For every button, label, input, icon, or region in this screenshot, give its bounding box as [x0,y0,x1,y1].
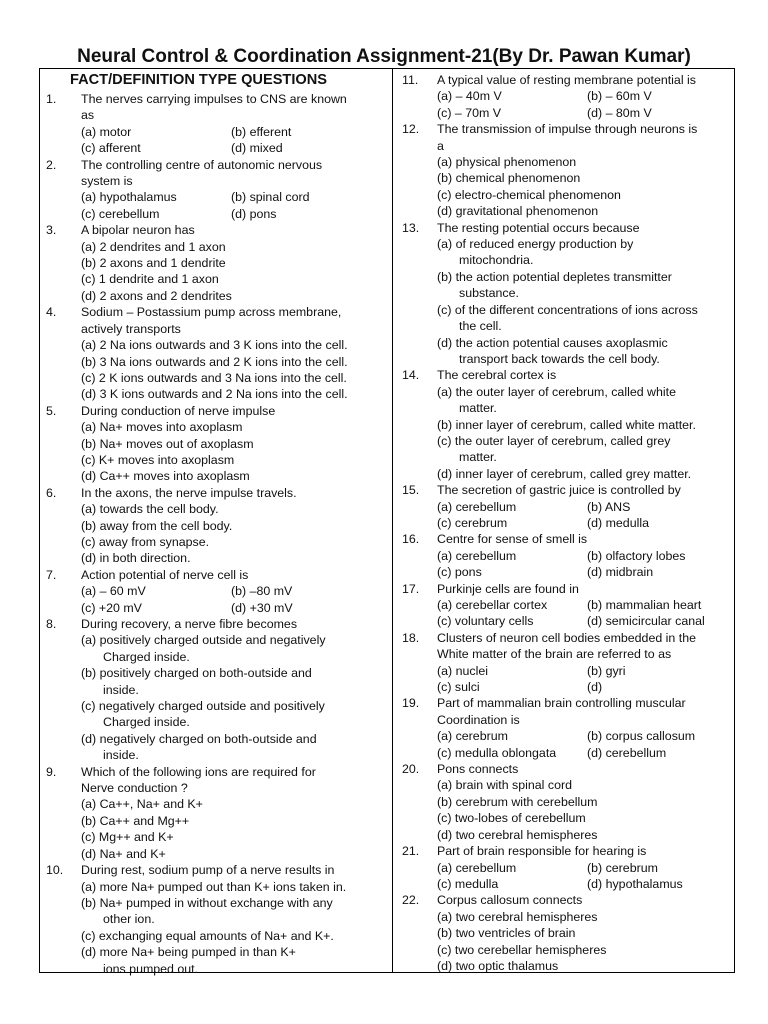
option-pair [437,613,728,629]
option-pair [437,515,728,531]
question-number: 22. [402,893,420,908]
question-number: 13. [402,220,420,235]
option-text: (a) of reduced energy production by [437,237,634,252]
option-text: (a) two cerebral hemispheres [437,909,598,924]
option-text: (b) olfactory lobes [587,548,686,563]
option-text: Charged inside. [103,715,190,730]
option-pair [437,745,728,761]
question-text: The nerves carrying impulses to CNS are known [81,92,347,106]
option-text: Coordination is [437,712,520,727]
option-text: (c) K+ moves into axoplasm [81,452,235,467]
option-pair [437,564,728,580]
option-text: (c) voluntary cells [437,614,534,629]
option-text: inside. [103,748,139,763]
question-item [46,567,392,616]
option-text: (d) 2 axons and 2 dendrites [81,288,232,303]
option-text: (b) Na+ moves out of axoplasm [81,436,254,451]
option-text: (c) afferent [81,141,141,156]
question-number: 6. [46,485,57,500]
option-text: (a) physical phenomenon [437,155,577,170]
question-text: Part of brain responsible for hearing is [437,844,647,859]
option-text: (a) 2 dendrites and 1 axon [81,239,226,254]
page-title: Neural Control & Coordination Assignment-21(By Dr. Pawan Kumar) [77,46,691,67]
option-text: (b) –80 mV [231,584,293,599]
question-number: 11. [402,73,419,87]
option-pair [437,860,728,876]
question-item [46,304,392,402]
question-number: 20. [402,762,420,777]
option-text: substance. [459,286,519,301]
option-text: (d) two cerebral hemispheres [437,827,598,842]
option-text: (b) 2 axons and 1 dendrite [81,256,226,271]
option-text: (c) 1 dendrite and 1 axon [81,272,219,287]
question-number: 18. [402,630,420,645]
option-text: (a) – 60 mV [81,584,146,599]
question-text: The secretion of gastric juice is controlled by [437,483,681,498]
question-item [402,367,728,482]
question-item [402,843,728,892]
question-text: Centre for sense of smell is [437,532,588,547]
column-divider [392,68,393,972]
option-text: (c) medulla oblongata [437,745,557,760]
option-text: (d) in both direction. [81,551,191,566]
question-number: 4. [46,305,57,320]
question-text: A typical value of resting membrane potential is [437,73,696,87]
question-item [46,616,392,764]
right-question-list [402,72,728,974]
option-text: (b) spinal cord [231,190,310,205]
question-number: 14. [402,368,420,383]
option-text: a [437,138,444,153]
option-text: (b) Na+ pumped in without exchange with any [81,895,333,910]
option-text: (d) pons [231,206,277,221]
option-text: (d) – 80m V [587,105,652,120]
option-text: matter. [459,450,497,465]
question-item [402,761,728,843]
right-column [402,72,728,974]
option-text: (d) more Na+ being pumped in than K+ [81,945,296,960]
option-text: (d) Na+ and K+ [81,846,166,861]
option-text: (a) brain with spinal cord [437,778,572,793]
question-text: The resting potential occurs because [437,220,640,235]
option-text: (a) motor [81,124,132,139]
option-text: (d) medulla [587,515,649,530]
option-text: (d) +30 mV [231,600,293,615]
option-text: (c) two cerebellar hemispheres [437,942,607,957]
option-text: (b) Ca++ and Mg++ [81,813,190,828]
option-text: (b) – 60m V [587,89,652,104]
option-pair [437,88,728,104]
option-text: inside. [103,682,139,697]
option-text: (b) positively charged on both-outside and [81,666,312,681]
option-text: transport back towards the cell body. [459,351,660,366]
question-number: 21. [402,844,420,859]
option-pair [437,679,728,695]
option-text: (c) cerebellum [81,206,160,221]
question-text: Corpus callosum connects [437,893,583,908]
option-text: (c) – 70m V [437,105,502,120]
question-text: Action potential of nerve cell is [81,567,249,582]
option-pair [437,663,728,679]
option-text: mitochondria. [459,253,534,268]
option-text: (d) mixed [231,141,283,156]
option-text: ions pumped out. [103,961,199,976]
question-item [46,157,392,223]
option-text: (c) negatively charged outside and positively [81,699,325,714]
option-text: (d) midbrain [587,565,654,580]
option-text: (b) inner layer of cerebrum, called white matter. [437,417,696,432]
option-text: (a) cerebellar cortex [437,598,548,612]
question-item [402,531,728,580]
option-text: White matter of the brain are referred to as [437,647,672,662]
question-item [46,485,392,567]
option-text: (c) away from synapse. [81,534,210,549]
question-text: Clusters of neuron cell bodies embedded in the [437,630,696,645]
option-pair [81,206,392,222]
left-column [46,72,392,977]
option-text: (d) [587,680,603,695]
option-text: (c) medulla [437,876,499,891]
option-text: actively transports [81,321,181,336]
question-item [402,581,728,630]
question-number: 12. [402,122,420,137]
question-item [402,72,728,121]
option-text: as [81,108,95,123]
option-text: (c) Mg++ and K+ [81,830,174,845]
question-item [46,764,392,862]
option-text: (c) two-lobes of cerebellum [437,811,586,826]
question-text: The controlling centre of autonomic nervous [81,157,323,172]
option-text: (a) towards the cell body. [81,502,219,517]
question-number: 1. [46,92,57,106]
option-text: (d) two optic thalamus [437,958,559,973]
option-text: (a) 2 Na ions outwards and 3 K ions into the cell. [81,338,348,353]
option-text: (a) cerebrum [437,729,508,744]
option-text: (b) gyri [587,663,626,678]
question-text: Pons connects [437,762,519,777]
option-text: (b) mammalian heart [587,598,702,612]
option-text: (a) more Na+ pumped out than K+ ions taken in. [81,879,347,894]
option-text: (d) hypothalamus [587,876,683,891]
question-number: 10. [46,863,64,878]
option-text: (d) inner layer of cerebrum, called grey matter. [437,466,692,481]
question-number: 9. [46,764,57,779]
question-text: The transmission of impulse through neurons is [437,122,698,137]
question-item [402,482,728,531]
question-item [402,121,728,219]
option-text: (c) cerebrum [437,515,508,530]
option-text: (a) nuclei [437,663,488,678]
option-text: other ion. [103,912,155,927]
question-item [46,862,392,977]
question-item [402,695,728,761]
question-number: 7. [46,567,57,582]
option-text: (b) the action potential depletes transmitter [437,269,672,284]
option-text: (b) efferent [231,124,292,139]
question-number: 5. [46,403,57,418]
question-number: 2. [46,157,57,172]
option-text: (c) electro-chemical phenomenon [437,187,621,202]
option-pair [437,105,728,121]
option-pair [81,140,392,156]
question-text: In the axons, the nerve impulse travels. [81,485,297,500]
question-number: 16. [402,532,420,547]
option-text: the cell. [459,319,502,334]
left-question-list [46,91,392,977]
option-text: (a) Na+ moves into axoplasm [81,420,243,435]
option-text: (b) two ventricles of brain [437,926,576,941]
question-item [402,630,728,696]
question-text: A bipolar neuron has [81,223,195,238]
option-text: (d) semicircular canal [587,614,705,629]
option-text: (d) Ca++ moves into axoplasm [81,469,250,484]
option-text: Charged inside. [103,649,190,664]
option-text: (a) cerebellum [437,499,517,514]
question-number: 8. [46,617,57,631]
question-text: Part of mammalian brain controlling muscular [437,696,686,711]
option-text: (d) cerebellum [587,745,667,760]
question-number: 15. [402,483,420,498]
option-text: (b) ANS [587,499,631,514]
question-number: 3. [46,223,57,238]
question-item [46,403,392,485]
question-item [46,91,392,157]
option-text: (b) 3 Na ions outwards and 2 K ions into the cell. [81,354,348,369]
option-pair [81,124,392,140]
option-text: (b) cerebrum [587,860,658,875]
option-text: (c) exchanging equal amounts of Na+ and K+. [81,928,334,943]
option-pair [81,583,392,599]
question-text: During recovery, a nerve fibre becomes [81,617,298,631]
question-text: Which of the following ions are required for [81,764,316,779]
option-pair [81,189,392,205]
option-text: (d) gravitational phenomenon [437,204,599,219]
option-text: (a) Ca++, Na+ and K+ [81,797,203,812]
option-pair [437,499,728,515]
option-text: (a) cerebellum [437,860,517,875]
option-text: (a) the outer layer of cerebrum, called white [437,384,676,399]
option-pair [437,548,728,564]
question-number: 17. [402,581,420,596]
option-pair [81,600,392,616]
option-text: (c) the outer layer of cerebrum, called grey [437,433,671,448]
question-text: Purkinje cells are found in [437,581,579,596]
option-text: (c) pons [437,565,482,580]
option-text: Nerve conduction ? [81,781,188,796]
option-text: system is [81,174,133,189]
option-text: (a) cerebellum [437,548,517,563]
option-text: (b) cerebrum with cerebellum [437,794,598,809]
option-text: (c) 2 K ions outwards and 3 Na ions into the cell. [81,370,347,385]
option-text: (b) chemical phenomenon [437,171,581,186]
option-text: (c) sulci [437,680,480,695]
option-text: (c) of the different concentrations of ions across [437,302,698,317]
option-text: (d) 3 K ions outwards and 2 Na ions into the cell. [81,387,348,402]
option-text: (a) – 40m V [437,89,502,104]
option-text: matter. [459,401,497,416]
option-text: (b) away from the cell body. [81,518,233,533]
question-text: During rest, sodium pump of a nerve results in [81,863,335,878]
option-text: (a) positively charged outside and negatively [81,633,326,648]
option-text: (a) hypothalamus [81,190,177,205]
option-pair [437,597,728,613]
option-text: (d) negatively charged on both-outside and [81,731,317,746]
question-number: 19. [402,696,420,711]
option-text: (c) +20 mV [81,600,142,615]
question-item [402,892,728,974]
question-item [402,220,728,368]
section-heading: FACT/DEFINITION TYPE QUESTIONS [70,72,328,88]
option-text: (d) the action potential causes axoplasmic [437,335,668,350]
question-text: Sodium – Postassium pump across membrane, [81,305,342,320]
option-pair [437,876,728,892]
option-pair [437,728,728,744]
question-text: The cerebral cortex is [437,368,557,383]
question-text: During conduction of nerve impulse [81,403,276,418]
option-text: (b) corpus callosum [587,729,696,744]
question-item [46,222,392,304]
